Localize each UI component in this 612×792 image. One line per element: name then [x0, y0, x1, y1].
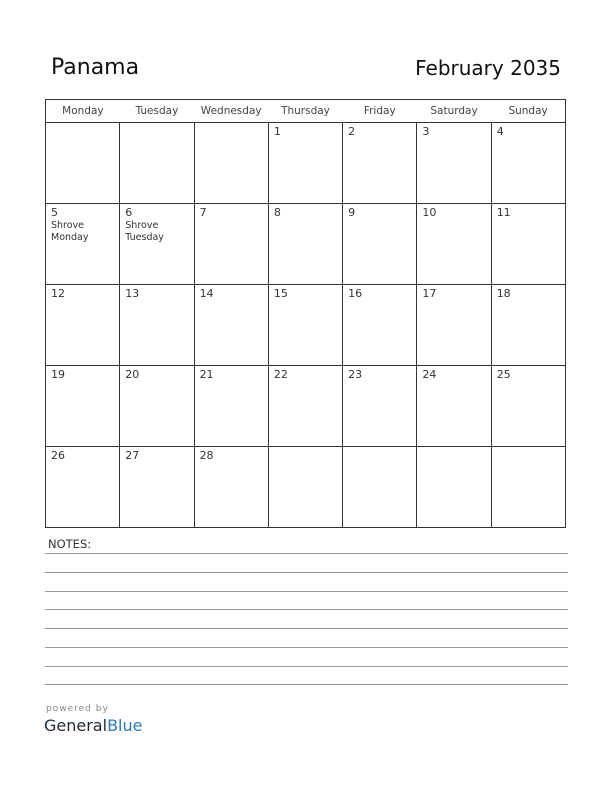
weekday-header: Friday — [343, 100, 417, 123]
day-cell — [417, 366, 491, 447]
day-number: 28 — [199, 449, 214, 462]
day-cell — [46, 204, 120, 285]
day-cell — [120, 204, 194, 285]
weekday-header: Saturday — [417, 100, 491, 123]
notes-label: NOTES: — [48, 537, 92, 551]
day-cell — [120, 366, 194, 447]
week-row — [46, 123, 566, 204]
note-line — [45, 628, 568, 629]
day-cell — [46, 123, 120, 204]
day-number: 9 — [348, 206, 356, 219]
day-number: 19 — [51, 368, 65, 381]
day-number: 4 — [496, 125, 504, 138]
day-cell — [491, 123, 565, 204]
day-cell — [343, 285, 417, 366]
day-number: 17 — [422, 287, 437, 300]
brand-general: General — [44, 716, 108, 735]
day-cell — [417, 285, 491, 366]
day-cell — [194, 123, 268, 204]
weekday-header-row — [46, 100, 566, 123]
calendar-grid — [45, 99, 566, 528]
note-line — [45, 684, 568, 685]
country-title: Panama — [51, 55, 140, 80]
day-number: 15 — [273, 287, 288, 300]
day-cell — [417, 447, 491, 528]
holiday-label: Shrove Tuesday — [125, 220, 164, 243]
day-cell — [417, 123, 491, 204]
note-line — [45, 553, 568, 554]
day-cell — [268, 366, 342, 447]
day-cell — [343, 447, 417, 528]
day-number: 27 — [125, 449, 140, 462]
day-number: 5 — [51, 206, 58, 219]
day-cell — [343, 366, 417, 447]
day-number: 14 — [199, 287, 214, 300]
day-number: 11 — [496, 206, 511, 219]
day-number: 22 — [273, 368, 288, 381]
weekday-header: Tuesday — [120, 100, 194, 123]
week-row — [46, 447, 566, 528]
day-cell — [194, 285, 268, 366]
day-number: 21 — [199, 368, 214, 381]
day-cell — [46, 366, 120, 447]
day-cell — [120, 285, 194, 366]
month-title: February 2035 — [415, 56, 561, 80]
day-number: 3 — [422, 125, 430, 138]
day-cell — [268, 204, 342, 285]
day-number: 20 — [125, 368, 140, 381]
day-number: 18 — [496, 287, 511, 300]
day-cell — [194, 366, 268, 447]
day-cell — [491, 447, 565, 528]
day-number: 26 — [51, 449, 65, 462]
day-cell — [491, 285, 565, 366]
day-cell — [46, 447, 120, 528]
day-cell — [343, 204, 417, 285]
day-number: 8 — [273, 206, 281, 219]
day-cell — [268, 123, 342, 204]
week-row — [46, 204, 566, 285]
day-cell — [491, 366, 565, 447]
day-number: 13 — [125, 287, 140, 300]
day-number: 6 — [125, 206, 133, 219]
day-cell — [120, 447, 194, 528]
note-line — [45, 666, 568, 667]
day-cell — [417, 204, 491, 285]
note-line — [45, 647, 568, 648]
holiday-label: Shrove Monday — [51, 220, 89, 243]
powered-by-text: powered by — [46, 704, 109, 714]
note-line — [45, 591, 568, 592]
day-cell — [491, 204, 565, 285]
day-cell — [194, 447, 268, 528]
day-cell — [120, 123, 194, 204]
brand-blue: Blue — [107, 716, 143, 735]
weekday-header: Wednesday — [194, 100, 268, 123]
day-number: 24 — [422, 368, 437, 381]
weekday-header: Monday — [46, 100, 120, 123]
note-line — [45, 572, 568, 573]
day-cell — [46, 285, 120, 366]
day-cell — [343, 123, 417, 204]
day-number: 25 — [496, 368, 511, 381]
day-cell — [268, 447, 342, 528]
day-number: 10 — [422, 206, 437, 219]
day-number: 23 — [348, 368, 363, 381]
week-row — [46, 285, 566, 366]
day-number: 7 — [199, 206, 207, 219]
week-row — [46, 366, 566, 447]
weekday-header: Sunday — [491, 100, 565, 123]
weekday-header: Thursday — [268, 100, 342, 123]
day-number: 2 — [348, 125, 356, 138]
day-cell — [194, 204, 268, 285]
day-number: 12 — [51, 287, 65, 300]
brand-logo — [44, 716, 142, 735]
day-cell — [268, 285, 342, 366]
day-number: 16 — [348, 287, 363, 300]
day-number: 1 — [273, 125, 281, 138]
note-line — [45, 609, 568, 610]
